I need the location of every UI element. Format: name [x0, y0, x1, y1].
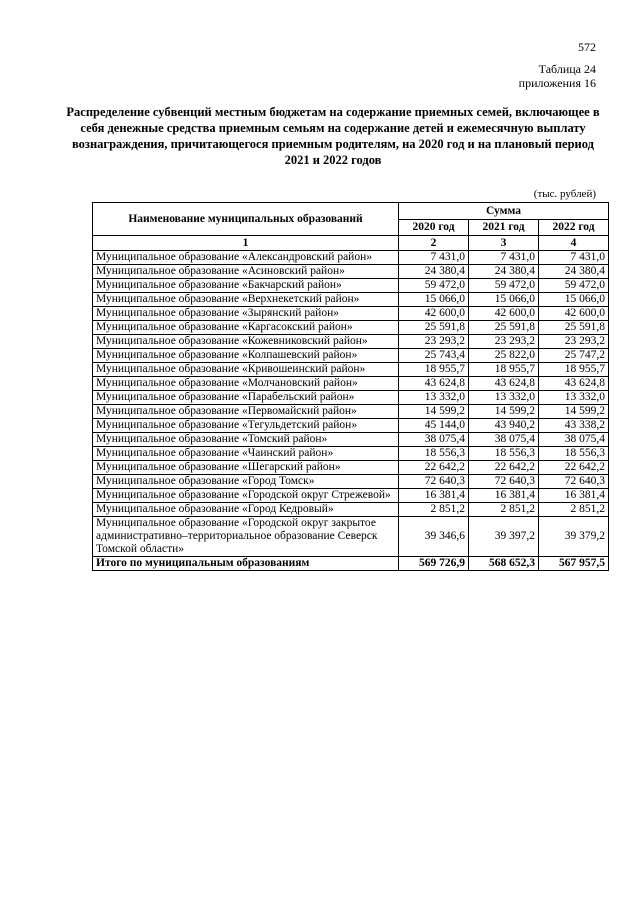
value-2021-cell: 42 600,0 — [469, 307, 539, 321]
value-2021-cell: 14 599,2 — [469, 405, 539, 419]
subsidy-table-wrapper — [92, 202, 608, 571]
value-2022-cell: 43 338,2 — [539, 419, 609, 433]
table-row — [93, 321, 609, 335]
municipality-name-cell: Муниципальное образование «Город Кедровый» — [93, 503, 399, 517]
value-2020-cell: 23 293,2 — [399, 335, 469, 349]
page-number: 572 — [578, 40, 596, 54]
index-cell: 2 — [399, 236, 469, 251]
value-2021-cell: 24 380,4 — [469, 265, 539, 279]
value-2022-cell: 18 955,7 — [539, 363, 609, 377]
value-2021-cell: 15 066,0 — [469, 293, 539, 307]
index-cell: 1 — [93, 236, 399, 251]
value-2020-cell: 43 624,8 — [399, 377, 469, 391]
value-2022-cell: 16 381,4 — [539, 489, 609, 503]
value-2020-cell: 42 600,0 — [399, 307, 469, 321]
value-2022-cell: 72 640,3 — [539, 475, 609, 489]
table-row — [93, 517, 609, 557]
table-body — [93, 251, 609, 571]
index-cell: 4 — [539, 236, 609, 251]
index-cell: 3 — [469, 236, 539, 251]
value-2021-cell: 43 624,8 — [469, 377, 539, 391]
table-row — [93, 335, 609, 349]
value-2022-cell: 25 591,8 — [539, 321, 609, 335]
value-2020-cell: 13 332,0 — [399, 391, 469, 405]
value-2020-cell: 16 381,4 — [399, 489, 469, 503]
value-2021-cell: 72 640,3 — [469, 475, 539, 489]
table-row — [93, 405, 609, 419]
value-2020-cell: 39 346,6 — [399, 517, 469, 557]
municipality-name-cell: Муниципальное образование «Бакчарский район» — [93, 279, 399, 293]
municipality-name-cell: Муниципальное образование «Тегульдетский район» — [93, 419, 399, 433]
municipality-name-cell: Муниципальное образование «Кривошеинский район» — [93, 363, 399, 377]
table-row — [93, 503, 609, 517]
municipality-name-cell: Муниципальное образование «Асиновский район» — [93, 265, 399, 279]
value-2020-cell: 25 743,4 — [399, 349, 469, 363]
header-sum: Сумма — [399, 203, 609, 220]
value-2021-cell: 25 591,8 — [469, 321, 539, 335]
table-row — [93, 265, 609, 279]
value-2020-cell: 15 066,0 — [399, 293, 469, 307]
table-row — [93, 419, 609, 433]
subsidy-table — [92, 202, 609, 571]
value-2021-cell: 59 472,0 — [469, 279, 539, 293]
value-2021-cell: 23 293,2 — [469, 335, 539, 349]
value-2021-cell: 18 556,3 — [469, 447, 539, 461]
table-row — [93, 447, 609, 461]
value-2021-cell: 38 075,4 — [469, 433, 539, 447]
value-2020-cell: 45 144,0 — [399, 419, 469, 433]
value-2020-cell: 38 075,4 — [399, 433, 469, 447]
value-2020-cell: 59 472,0 — [399, 279, 469, 293]
value-2022-cell: 24 380,4 — [539, 265, 609, 279]
value-2021-cell: 22 642,2 — [469, 461, 539, 475]
header-year-2020: 2020 год — [399, 220, 469, 236]
table-row — [93, 363, 609, 377]
table-row — [93, 489, 609, 503]
value-2020-cell: 25 591,8 — [399, 321, 469, 335]
total-value-2022-cell: 567 957,5 — [539, 557, 609, 571]
value-2022-cell: 23 293,2 — [539, 335, 609, 349]
value-2021-cell: 16 381,4 — [469, 489, 539, 503]
value-2022-cell: 59 472,0 — [539, 279, 609, 293]
total-municipality-name-cell: Итого по муниципальным образованиям — [93, 557, 399, 571]
municipality-name-cell: Муниципальное образование «Городской округ Стрежевой» — [93, 489, 399, 503]
municipality-name-cell: Муниципальное образование «Молчановский район» — [93, 377, 399, 391]
value-2022-cell: 25 747,2 — [539, 349, 609, 363]
table-row — [93, 391, 609, 405]
header-name: Наименование муниципальных образований — [93, 203, 399, 236]
value-2020-cell: 18 556,3 — [399, 447, 469, 461]
table-reference — [519, 62, 596, 90]
value-2020-cell: 24 380,4 — [399, 265, 469, 279]
table-row — [93, 461, 609, 475]
value-2022-cell: 43 624,8 — [539, 377, 609, 391]
table-row — [93, 307, 609, 321]
value-2022-cell: 14 599,2 — [539, 405, 609, 419]
value-2021-cell: 18 955,7 — [469, 363, 539, 377]
value-2021-cell: 39 397,2 — [469, 517, 539, 557]
value-2021-cell: 7 431,0 — [469, 251, 539, 265]
municipality-name-cell: Муниципальное образование «Колпашевский район» — [93, 349, 399, 363]
municipality-name-cell: Муниципальное образование «Шегарский район» — [93, 461, 399, 475]
value-2022-cell: 15 066,0 — [539, 293, 609, 307]
municipality-name-cell: Муниципальное образование «Томский район» — [93, 433, 399, 447]
municipality-name-cell: Муниципальное образование «Зырянский район» — [93, 307, 399, 321]
value-2022-cell: 39 379,2 — [539, 517, 609, 557]
table-row — [93, 475, 609, 489]
header-year-2021: 2021 год — [469, 220, 539, 236]
table-ref-line: Таблица 24 — [538, 62, 596, 76]
municipality-name-cell: Муниципальное образование «Парабельский район» — [93, 391, 399, 405]
value-2020-cell: 22 642,2 — [399, 461, 469, 475]
municipality-name-cell: Муниципальное образование «Город Томск» — [93, 475, 399, 489]
table-row — [93, 433, 609, 447]
table-row — [93, 279, 609, 293]
total-value-2021-cell: 568 652,3 — [469, 557, 539, 571]
table-row — [93, 349, 609, 363]
table-row — [93, 377, 609, 391]
value-2020-cell: 14 599,2 — [399, 405, 469, 419]
value-2020-cell: 72 640,3 — [399, 475, 469, 489]
municipality-name-cell: Муниципальное образование «Кожевниковский район» — [93, 335, 399, 349]
municipality-name-cell: Муниципальное образование «Городской округ закрытое административно–территориальное образование Северск Томской области» — [93, 517, 399, 557]
municipality-name-cell: Муниципальное образование «Первомайский район» — [93, 405, 399, 419]
header-year-2022: 2022 год — [539, 220, 609, 236]
municipality-name-cell: Муниципальное образование «Александровский район» — [93, 251, 399, 265]
value-2022-cell: 18 556,3 — [539, 447, 609, 461]
municipality-name-cell: Муниципальное образование «Каргасокский район» — [93, 321, 399, 335]
appendix-ref-line: приложения 16 — [518, 76, 596, 90]
value-2020-cell: 18 955,7 — [399, 363, 469, 377]
value-2021-cell: 2 851,2 — [469, 503, 539, 517]
value-2022-cell: 42 600,0 — [539, 307, 609, 321]
value-2020-cell: 7 431,0 — [399, 251, 469, 265]
municipality-name-cell: Муниципальное образование «Чаинский район» — [93, 447, 399, 461]
document-title: Распределение субвенций местным бюджетам на содержание приемных семей, включающее в себя денежные средства приемным семьям на содержание детей и ежемесячную выплату вознаграждения, причитающегося приемным родителям, на 2020 год и на плановый период 2021 и 2022 годов — [66, 105, 600, 167]
value-2022-cell: 22 642,2 — [539, 461, 609, 475]
value-2022-cell: 13 332,0 — [539, 391, 609, 405]
table-row — [93, 251, 609, 265]
table-row — [93, 293, 609, 307]
value-2021-cell: 43 940,2 — [469, 419, 539, 433]
units-label: (тыс. рублей) — [533, 188, 596, 200]
total-row — [93, 557, 609, 571]
value-2022-cell: 2 851,2 — [539, 503, 609, 517]
value-2022-cell: 38 075,4 — [539, 433, 609, 447]
total-value-2020-cell: 569 726,9 — [399, 557, 469, 571]
value-2020-cell: 2 851,2 — [399, 503, 469, 517]
municipality-name-cell: Муниципальное образование «Верхнекетский район» — [93, 293, 399, 307]
value-2022-cell: 7 431,0 — [539, 251, 609, 265]
value-2021-cell: 13 332,0 — [469, 391, 539, 405]
value-2021-cell: 25 822,0 — [469, 349, 539, 363]
